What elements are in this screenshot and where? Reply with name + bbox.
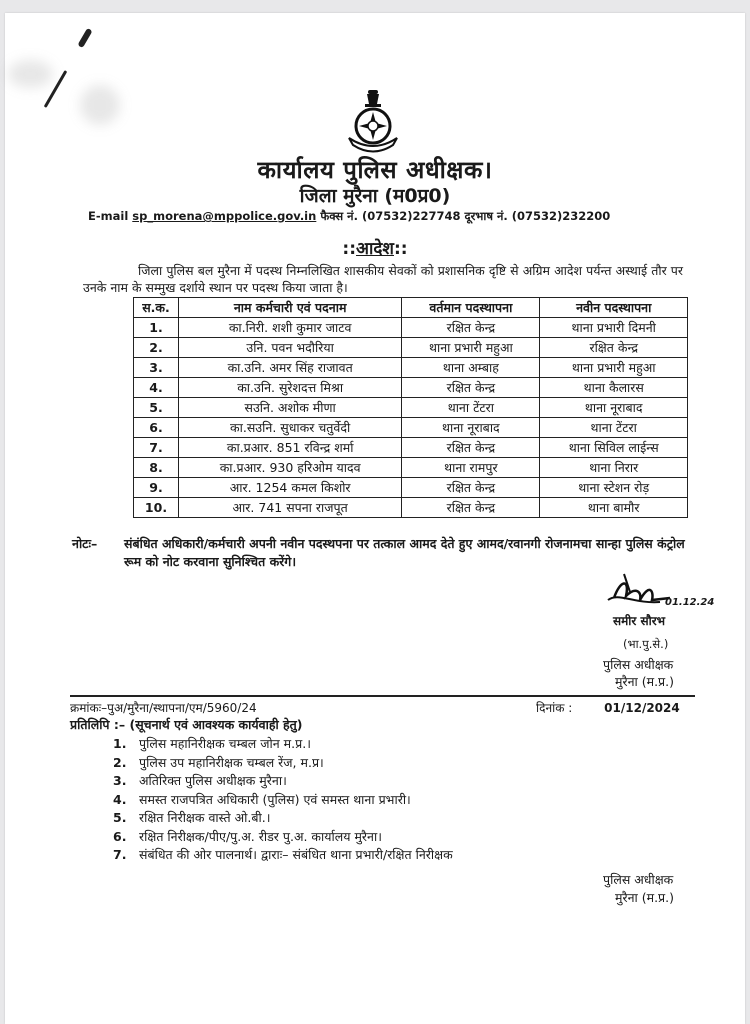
date-value: 01/12/2024	[604, 701, 680, 715]
table-row: 6. का.सउनि. सुधाकर चतुर्वेदी थाना नूराबाद थाना टेंटरा	[134, 418, 688, 438]
list-item: 3. अतिरिक्त पुलिस अधीक्षक मुरैना।	[113, 773, 287, 788]
copy-to-heading: प्रतिलिपि :– (सूचनार्थ एवं आवश्यक कार्यवाही हेतु)	[70, 717, 303, 732]
scan-smudge	[80, 85, 120, 125]
table-row: 7. का.प्रआर. 851 रविन्द्र शर्मा रक्षित केन्द्र थाना सिविल लाईन्स	[134, 438, 688, 458]
table-row: 9. आर. 1254 कमल किशोर रक्षित केन्द्र थाना स्टेशन रोड़	[134, 478, 688, 498]
fax-number: फैक्स नं. (07532)227748	[320, 209, 461, 223]
list-item: 6. रक्षित निरीक्षक/पीए/पु.अ. रीडर पु.अ. कार्यालय मुरैना।	[113, 828, 382, 844]
order-heading-text: आदेश	[356, 239, 394, 259]
table-row: 10. आर. 741 सपना राजपूत रक्षित केन्द्र थाना बामौर	[134, 498, 688, 518]
signature-scribble	[600, 570, 710, 615]
col-name: नाम कर्मचारी एवं पदनाम	[179, 298, 402, 318]
signer-service: (भा.पु.से.)	[623, 637, 669, 651]
note-label: नोटः–	[72, 536, 98, 551]
mp-police-emblem-icon	[343, 88, 403, 156]
order-date	[536, 699, 680, 716]
district-title: जिला मुरैना (म0प्र0)	[299, 185, 451, 207]
signer-name: समीर सौरभ	[613, 614, 666, 628]
reference-number: क्रमांकः–पुअ/मुरैना/स्थापना/एम/5960/24	[70, 701, 257, 715]
footer-designation: पुलिस अधीक्षक मुरैना (म.प्र.)	[603, 872, 675, 905]
table-row: 3. का.उनि. अमर सिंह राजावत थाना अम्बाह थाना प्रभारी महुआ	[134, 358, 688, 378]
order-intro: जिला पुलिस बल मुरैना में पदस्थ निम्नलिखित शासकीय सेवकों को प्रशासनिक दृष्टि से अग्रिम आदेश पर्यन्त अस्थाई तौर पर उनके नाम के सम्मुख दर्शाये स्थान पर पदस्थ किया जाता है।	[83, 263, 683, 295]
table-header-row	[134, 298, 688, 318]
list-item: 1. पुलिस महानिरीक्षक चम्बल जोन म.प्र.।	[113, 736, 311, 751]
divider	[70, 695, 695, 697]
copy-to-list	[113, 735, 453, 865]
date-label: दिनांक :	[536, 701, 573, 715]
transfer-table	[133, 297, 688, 518]
office-title: कार्यालय पुलिस अधीक्षक।	[257, 156, 493, 184]
list-item: 4. समस्त राजपत्रित अधिकारी (पुलिस) एवं समस्त थाना प्रभारी।	[113, 791, 411, 807]
table-row: 8. का.प्रआर. 930 हरिओम यादव थाना रामपुर थाना निरार	[134, 458, 688, 478]
table-row: 5. सउनि. अशोक मीणा थाना टेंटरा थाना नूराबाद	[134, 398, 688, 418]
col-serial: स.क.	[134, 298, 179, 318]
phone-number: दूरभाष नं. (07532)232200	[464, 209, 611, 223]
list-item: 7. संबंधित की ओर पालनार्थ। द्वाराः– संबंधित थाना प्रभारी/रक्षित निरीक्षक	[113, 847, 453, 862]
col-current-posting: वर्तमान पदस्थापना	[402, 298, 540, 318]
list-item: 2. पुलिस उप महानिरीक्षक चम्बल रेंज, म.प्र।	[113, 754, 324, 770]
table-row: 4. का.उनि. सुरेशदत्त मिश्रा रक्षित केन्द्र थाना कैलारस	[134, 378, 688, 398]
scan-smudge	[8, 60, 53, 88]
table-row: 1. का.निरी. शशी कुमार जाटव रक्षित केन्द्र थाना प्रभारी दिमनी	[134, 318, 688, 338]
email-link[interactable]: sp_morena@mppolice.gov.in	[132, 209, 317, 223]
note-section	[72, 535, 692, 571]
list-item: 5. रक्षित निरीक्षक वास्ते ओ.बी.।	[113, 810, 271, 825]
col-new-posting: नवीन पदस्थापना	[540, 298, 688, 318]
order-heading: ::आदेश::	[342, 239, 408, 259]
contact-line	[88, 209, 610, 224]
note-text: संबंधित अधिकारी/कर्मचारी अपनी नवीन पदस्थपना पर तत्काल आमद देते हुए आमद/रवानगी रोजनामचा सान्हा पुलिस कंट्रोल रूम को नोट करवाना सुनिश्चित करेंगे।	[124, 536, 685, 569]
signature-date: 01.12.24	[665, 597, 715, 608]
table-row: 2. उनि. पवन भदौरिया थाना प्रभारी महुआ रक्षित केन्द्र	[134, 338, 688, 358]
email-label: E-mail	[88, 209, 129, 223]
signer-designation: पुलिस अधीक्षक मुरैना (म.प्र.)	[603, 657, 675, 689]
